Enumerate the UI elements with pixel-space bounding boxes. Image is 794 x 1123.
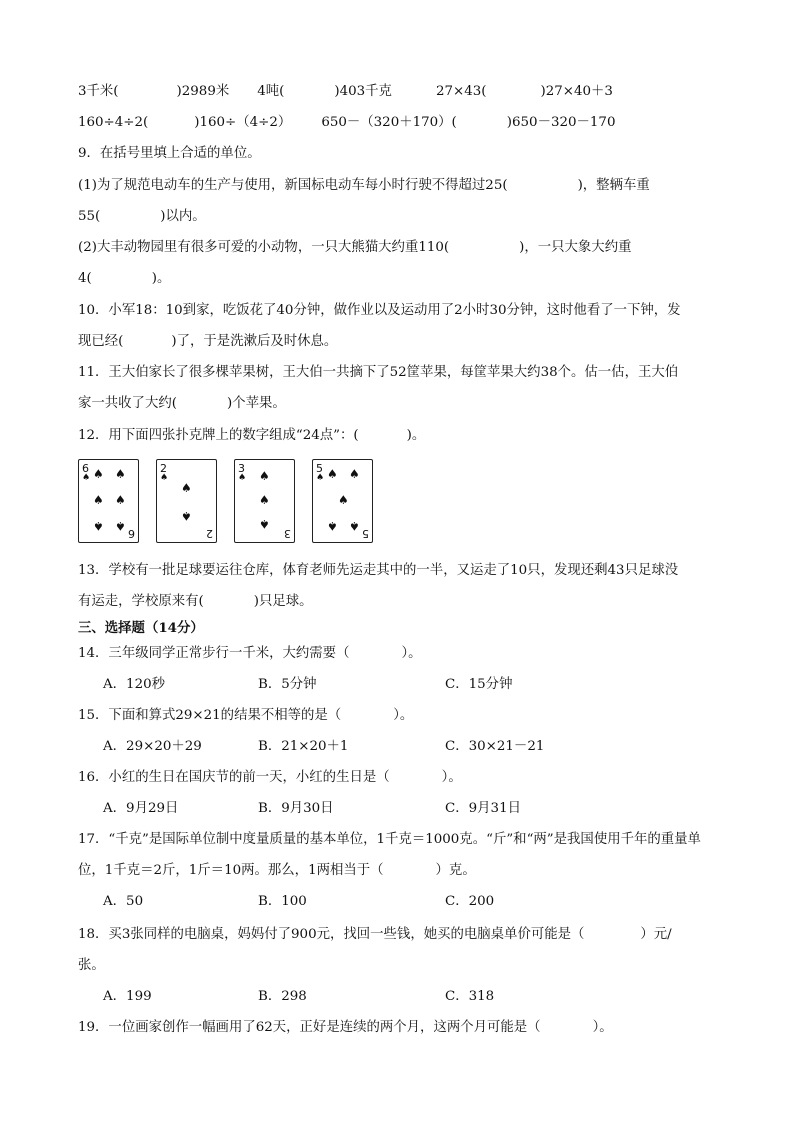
- q9-part1-text: (1)为了规范电动车的生产与使用，新国标电动车每小时行驶不得超过25(: [78, 178, 508, 193]
- spade-icon: ♠: [160, 473, 169, 483]
- q19-stem: [78, 1019, 613, 1037]
- spade-icon: ♠: [115, 467, 126, 481]
- q16-option-b[interactable]: B．9月30日: [258, 801, 334, 816]
- playing-card-two: [156, 459, 217, 543]
- q16-option-c[interactable]: C．9月31日: [445, 801, 521, 816]
- card-rank: 6: [128, 527, 135, 540]
- q14-stem: [78, 645, 422, 663]
- q9-part1-text-d: )以内。: [160, 209, 206, 224]
- q8-row2: [78, 114, 615, 132]
- q18-text-a: 18．买3张同样的电脑桌，妈妈付了900元，找回一些钱，她买的电脑桌单价可能是（: [78, 927, 585, 942]
- card-rank: 3: [238, 462, 245, 475]
- spade-icon: ♠: [349, 519, 360, 533]
- q18-line2: 张。: [78, 958, 105, 973]
- spade-icon: ♠: [93, 519, 104, 533]
- q11-line1: 11．王大伯家长了很多棵苹果树，王大伯一共摘下了52筐苹果，每筐苹果大约38个。估一估，王大伯: [78, 365, 679, 380]
- q9-part2-line1: [78, 239, 631, 257]
- q17-option-a[interactable]: A．50: [103, 894, 144, 909]
- q8-item1-right: )2989米: [176, 84, 230, 99]
- spade-icon: ♠: [93, 493, 104, 507]
- q17-option-c[interactable]: C．200: [445, 894, 495, 909]
- q8-item1-left: 3千米(: [78, 84, 119, 99]
- q12-stem: [78, 427, 425, 445]
- q14-option-c[interactable]: C．15分钟: [445, 677, 513, 692]
- card-rank: 5: [316, 462, 323, 475]
- spade-icon: ♠: [327, 467, 338, 481]
- section-heading: 三、选择题（14分）: [78, 620, 204, 636]
- spade-icon: ♠: [93, 467, 104, 481]
- q16-close: ）。: [441, 770, 462, 785]
- q18-option-a[interactable]: A．199: [103, 989, 152, 1004]
- spade-icon: ♠: [316, 473, 325, 483]
- spade-icon: ♠: [338, 493, 349, 507]
- q9-part2-text-d: )。: [151, 271, 171, 286]
- q19-text: 19．一位画家创作一幅画用了62天，正好是连续的两个月，这两个月可能是（: [78, 1020, 541, 1035]
- q15-option-c[interactable]: C．30×21－21: [445, 739, 545, 754]
- q15-option-a[interactable]: A．29×20＋29: [103, 739, 202, 754]
- q14-close: ）。: [401, 646, 422, 661]
- card-rank: 2: [206, 527, 213, 540]
- q13-line1: 13．学校有一批足球要运往仓库，体育老师先运走其中的一半，又运走了10只，发现还剩43只足球没: [78, 563, 679, 578]
- q8-item4-right: )160÷（4÷2）: [194, 115, 292, 130]
- q8-row1: [78, 83, 613, 101]
- playing-card-six: [78, 459, 139, 543]
- q8-item5-right: )650－320－170: [506, 115, 616, 130]
- q8-item2-left: 4吨(: [257, 84, 285, 99]
- q11-line2: [78, 395, 286, 413]
- q10-text-b: )了，于是洗漱后及时休息。: [171, 334, 338, 349]
- q13-text-b: )只足球。: [253, 594, 313, 609]
- q8-item2-right: )403千克: [334, 84, 392, 99]
- q8-item3-right: )27×40＋3: [540, 84, 613, 99]
- q9-part1-text-c: 55(: [78, 209, 101, 224]
- q9-stem: 9．在括号里填上合适的单位。: [78, 146, 261, 161]
- q11-text-a: 家一共收了大约(: [78, 396, 177, 411]
- spade-icon: ♠: [327, 519, 338, 533]
- q8-item5-left: 650－（320＋170）(: [321, 115, 457, 130]
- q17-option-b[interactable]: B．100: [258, 894, 307, 909]
- q18-option-c[interactable]: C．318: [445, 989, 495, 1004]
- spade-icon: ♠: [181, 481, 192, 495]
- q14-option-b[interactable]: B．5分钟: [258, 677, 317, 692]
- q11-text-b: )个苹果。: [226, 396, 286, 411]
- q9-part1-line1: [78, 177, 650, 195]
- spade-icon: ♠: [238, 473, 247, 483]
- q15-close: ）。: [393, 708, 414, 723]
- spade-icon: ♠: [259, 493, 270, 507]
- q10-line1: 10．小军18：10到家，吃饭花了40分钟，做作业以及运动用了2小时30分钟，这时他看了一下钟，发: [78, 303, 681, 318]
- spade-icon: ♠: [259, 469, 270, 483]
- spade-icon: ♠: [349, 467, 360, 481]
- q13-text-a: 有运走，学校原来有(: [78, 594, 204, 609]
- q13-line2: [78, 593, 313, 611]
- q18-text-b: ）元/: [640, 927, 672, 942]
- q9-part2-text: (2)大丰动物园里有很多可爱的小动物，一只大熊猫大约重110(: [78, 240, 450, 255]
- q15-option-b[interactable]: B．21×20＋1: [258, 739, 349, 754]
- spade-icon: ♠: [181, 509, 192, 523]
- playing-card-five: [312, 459, 373, 543]
- q16-stem: [78, 769, 462, 787]
- spade-icon: ♠: [115, 519, 126, 533]
- card-rank: 6: [82, 462, 89, 475]
- playing-cards: [78, 459, 378, 545]
- q8-item4-left: 160÷4÷2(: [78, 115, 149, 130]
- q15-stem: [78, 707, 413, 725]
- q17-text-b: ）克。: [435, 863, 476, 878]
- q18-line1: [78, 926, 672, 944]
- q10-line2: [78, 333, 337, 351]
- spade-icon: ♠: [259, 517, 270, 531]
- q19-close: ）。: [592, 1020, 613, 1035]
- playing-card-three: [234, 459, 295, 543]
- q14-text: 14．三年级同学正常步行一千米，大约需要（: [78, 646, 350, 661]
- card-rank: 5: [362, 527, 369, 540]
- q17-line2: [78, 862, 476, 880]
- q14-option-a[interactable]: A．120秒: [103, 677, 166, 692]
- q17-line1: 17．“千克”是国际单位制中度量质量的基本单位，1千克＝1000克。“斤”和“两”是我国使用千年的重量单: [78, 832, 701, 847]
- q16-text: 16．小红的生日在国庆节的前一天，小红的生日是（: [78, 770, 390, 785]
- q17-text-a: 位，1千克＝2斤，1斤＝10两。那么，1两相当于（: [78, 863, 384, 878]
- spade-icon: ♠: [115, 493, 126, 507]
- q9-part1-text-b: )，整辆车重: [577, 178, 650, 193]
- card-rank: 3: [284, 527, 291, 540]
- q16-option-a[interactable]: A．9月29日: [103, 801, 179, 816]
- q8-item3-left: 27×43(: [435, 84, 487, 99]
- q9-part2-text-c: 4(: [78, 271, 92, 286]
- q12-text-b: )。: [406, 428, 426, 443]
- q18-option-b[interactable]: B．298: [258, 989, 307, 1004]
- q10-text-a: 现已经(: [78, 334, 124, 349]
- card-rank: 2: [160, 462, 167, 475]
- q12-text-a: 12．用下面四张扑克牌上的数字组成“24点”：(: [78, 428, 359, 443]
- spade-icon: ♠: [82, 473, 91, 483]
- q9-part1-line2: [78, 208, 206, 226]
- q15-text: 15．下面和算式29×21的结果不相等的是（: [78, 708, 342, 723]
- q9-part2-text-b: )，一只大象大约重: [519, 240, 632, 255]
- q9-part2-line2: [78, 270, 170, 288]
